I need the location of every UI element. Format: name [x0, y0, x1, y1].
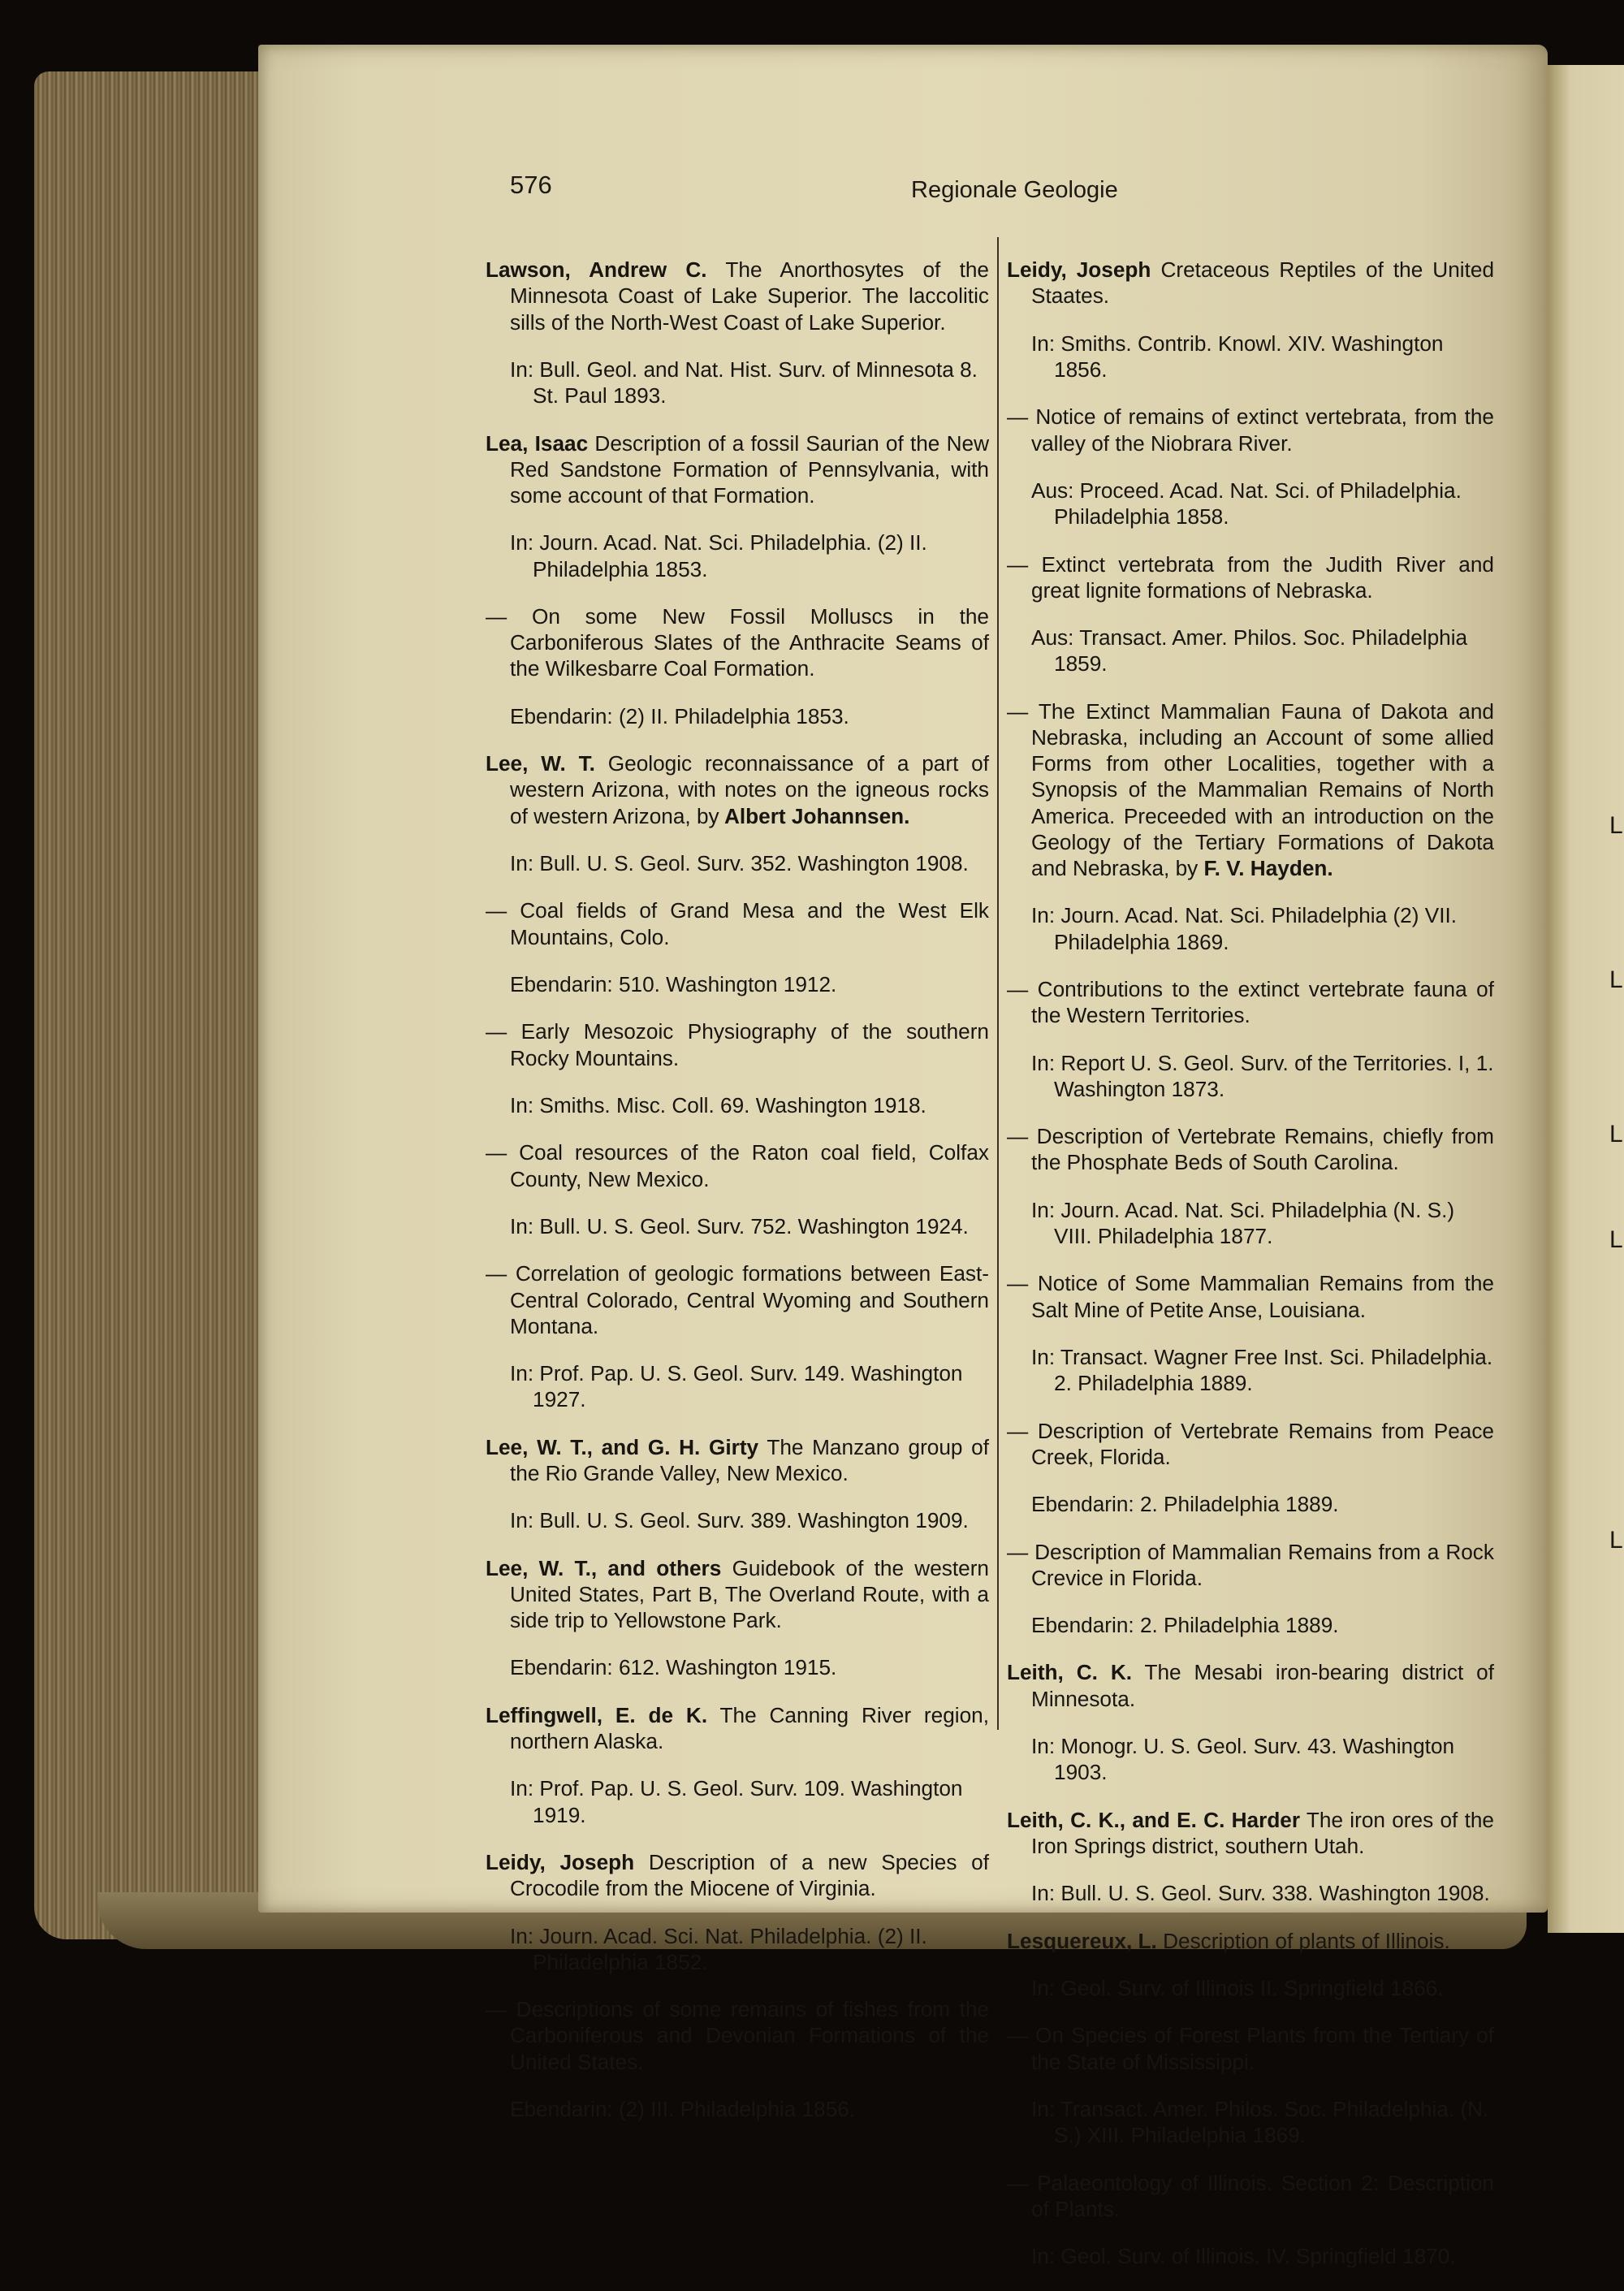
- entry-title: Guidebook of the western United States, Part B, The Overland Route, with a side trip to Yellowstone Park.: [510, 1555, 989, 1633]
- bibliography-entry: [486, 430, 989, 509]
- entry-author: Leith, C. K., and E. C. Harder: [1007, 1807, 1301, 1832]
- entry-source: In: Bull. U. S. Geol. Surv. 338. Washington 1908.: [1031, 1881, 1490, 1906]
- entry-author: Leidy, Joseph: [486, 1850, 635, 1875]
- entry-title: — Descriptions of some remains of fishes from the Carboniferous and Devonian Formations of the United States.: [486, 1997, 989, 2074]
- entry-title: — Description of Mammalian Remains from a Rock Crevice in Florida.: [1007, 1539, 1494, 1590]
- bibliography-entry: [1007, 257, 1494, 309]
- continuation-entry: [486, 603, 989, 682]
- left-column: [486, 236, 989, 2143]
- continuation-entry: [1007, 2170, 1494, 2222]
- entry-source: In: Journ. Acad. Nat. Sci. Philadelphia. (2) II. Philadelphia 1853.: [510, 530, 927, 581]
- entry-source: In: Bull. U. S. Geol. Surv. 352. Washington 1908.: [510, 850, 969, 875]
- right-column: [1007, 236, 1494, 2291]
- bibliography-entry: [486, 1849, 989, 1901]
- entry-source: Ebendarin: 510. Washington 1912.: [510, 971, 837, 996]
- bibliography-entry: [1007, 1807, 1494, 1859]
- entry-author: Lee, W. T., and G. H. Girty: [486, 1434, 759, 1459]
- entry-source: In: Journ. Acad. Nat. Sci. Philadelphia (N. S.) VIII. Philadelphia 1877.: [1031, 1197, 1455, 1248]
- entry-title: The Anorthosytes of the Minnesota Coast of Lake Superior. The laccolitic sills of the North-West Coast of Lake Superior.: [510, 257, 989, 335]
- entry-title: — Description of Vertebrate Remains from Peace Creek, Florida.: [1007, 1418, 1494, 1469]
- entry-source: In: Monogr. U. S. Geol. Surv. 43. Washington 1903.: [1031, 1734, 1455, 1785]
- facing-page-strip: [1548, 65, 1624, 1933]
- bibliography-entry: [486, 1555, 989, 1634]
- facing-page-mark: L: [1609, 1527, 1623, 1554]
- facing-page-mark: L: [1609, 812, 1623, 839]
- entry-source: Ebendarin: 2. Philadelphia 1889.: [1031, 1492, 1339, 1517]
- entry-author: Leidy, Joseph: [1007, 257, 1151, 283]
- entry-source: In: Transact. Amer. Philos. Soc. Philadelphia. (N. S.) XIII. Philadelphia 1869.: [1031, 2097, 1489, 2148]
- entry-source: Aus: Transact. Amer. Philos. Soc. Philadelphia 1859.: [1031, 625, 1468, 676]
- continuation-entry: [1007, 551, 1494, 603]
- entry-title: — Notice of Some Mammalian Remains from the Salt Mine of Petite Anse, Louisiana.: [1007, 1271, 1494, 1322]
- entry-source: Ebendarin: 2. Philadelphia 1889.: [1031, 1613, 1339, 1638]
- continuation-entry: [1007, 1418, 1494, 1470]
- continuation-entry: [486, 1260, 989, 1339]
- entry-source: In: Prof. Pap. U. S. Geol. Surv. 149. Washington 1927.: [510, 1361, 963, 1412]
- continuation-entry: [1007, 698, 1494, 881]
- continuation-entry: [486, 1018, 989, 1070]
- entry-source: In: Transact. Wagner Free Inst. Sci. Philadelphia. 2. Philadelphia 1889.: [1031, 1344, 1493, 1396]
- entry-source: In: Journ. Acad. Sci. Nat. Philadelphia. (2) II. Philadelphia 1852.: [510, 1923, 927, 1974]
- continuation-entry: [486, 1139, 989, 1191]
- entry-source: In: Smiths. Misc. Coll. 69. Washington 1918.: [510, 1092, 926, 1117]
- entry-title: — Contributions to the extinct vertebrate fauna of the Western Territories.: [1007, 976, 1494, 1028]
- entry-source: In: Smiths. Contrib. Knowl. XIV. Washington 1856.: [1031, 331, 1444, 382]
- continuation-entry: [1007, 976, 1494, 1028]
- bibliography-entry: [486, 750, 989, 829]
- entry-title: The Manzano group of the Rio Grande Valley, New Mexico.: [510, 1434, 990, 1485]
- entry-source: Aus: Proceed. Acad. Nat. Sci. of Philadelphia. Philadelphia 1858.: [1031, 478, 1462, 530]
- entry-title: The Canning River region, northern Alaska.: [510, 1702, 989, 1754]
- entry-author: Lee, W. T., and others: [486, 1555, 722, 1580]
- bibliography-entry: [486, 1702, 989, 1754]
- continuation-entry: [486, 897, 989, 949]
- entry-title: — Notice of remains of extinct vertebrata, from the valley of the Niobrara River.: [1007, 404, 1494, 456]
- entry-source: In: Prof. Pap. U. S. Geol. Surv. 109. Washington 1919.: [510, 1776, 963, 1827]
- entry-source: Ebendarin: 612. Washington 1915.: [510, 1655, 837, 1680]
- entry-author: Lee, W. T.: [486, 751, 595, 776]
- entry-title: The iron ores of the Iron Springs district, southern Utah.: [1031, 1807, 1494, 1858]
- entry-title: — The Extinct Mammalian Fauna of Dakota and Nebraska, including an Account of some allied Forms from other Localities, together with a Synopsis of the Mammalian Remains of North America. Preceeded with an introduction on the Geology of the Tertiary Formations of Dakota and Nebraska, by: [1007, 698, 1494, 880]
- entry-title: — Coal fields of Grand Mesa and the West Elk Mountains, Colo.: [486, 898, 989, 949]
- entry-title: Description of a fossil Saurian of the New Red Sandstone Formation of Pennsylvania, with some account of that Formation.: [510, 430, 989, 508]
- entry-source: In: Report U. S. Geol. Surv. of the Territories. I, 1. Washington 1873.: [1031, 1050, 1494, 1101]
- entry-title: — On Species of Forest Plants from the Tertiary of the State of Mississippi.: [1007, 2023, 1494, 2074]
- entry-title: Cretaceous Reptiles of the United Staates.: [1031, 257, 1495, 309]
- entry-author: Leith, C. K.: [1007, 1660, 1133, 1685]
- entry-source: In: Bull. U. S. Geol. Surv. 389. Washington 1909.: [510, 1508, 969, 1533]
- entry-title: Description of plants of Illinois.: [1163, 1928, 1450, 1953]
- entry-title: Description of a new Species of Crocodile from the Miocene of Virginia.: [510, 1850, 989, 1901]
- entry-source: In: Bull. U. S. Geol. Surv. 752. Washington 1924.: [510, 1213, 969, 1238]
- entry-coauthor: Albert Johannsen.: [719, 803, 910, 828]
- continuation-entry: [1007, 2022, 1494, 2074]
- column-divider: [997, 237, 999, 1730]
- entry-title: — Correlation of geologic formations between East-Central Colorado, Central Wyoming and Southern Montana.: [486, 1261, 989, 1338]
- bibliography-entry: [1007, 1928, 1494, 1954]
- entry-title: — Extinct vertebrata from the Judith River and great lignite formations of Nebraska.: [1007, 551, 1494, 603]
- entry-title: Geologic reconnaissance of a part of western Arizona, with notes on the igneous rocks of western Arizona, by: [510, 751, 989, 828]
- entry-author: Lesquereux, L.: [1007, 1928, 1157, 1953]
- bibliography-entry: [1007, 1659, 1494, 1711]
- book-page-edges: [34, 71, 270, 1939]
- entry-author: Leffingwell, E. de K.: [486, 1702, 708, 1727]
- facing-page-mark: L: [1609, 1226, 1623, 1253]
- continuation-entry: [1007, 1270, 1494, 1322]
- bibliography-entry: [486, 257, 989, 335]
- entry-title: — Early Mesozoic Physiography of the southern Rocky Mountains.: [486, 1019, 989, 1070]
- bibliography-entry: [486, 1434, 989, 1486]
- entry-source: Ebendarin: (2) III. Philadelphia 1856.: [510, 2097, 856, 2122]
- facing-page-mark: L: [1609, 966, 1623, 993]
- page-number: 576: [510, 171, 552, 199]
- running-head: Regionale Geologie: [911, 177, 1118, 203]
- continuation-entry: [1007, 1123, 1494, 1175]
- continuation-entry: [1007, 404, 1494, 456]
- entry-source: In: Journ. Acad. Nat. Sci. Philadelphia (2) VII. Philadelphia 1869.: [1031, 903, 1458, 954]
- entry-title: — Description of Vertebrate Remains, chiefly from the Phosphate Beds of South Carolina.: [1007, 1124, 1494, 1175]
- entry-title: The Mesabi iron-bearing district of Minnesota.: [1031, 1660, 1494, 1711]
- entry-source: In: Geol. Surv. of Illinois II. Springfield 1866.: [1031, 1976, 1444, 2001]
- entry-title: — On some New Fossil Molluscs in the Carboniferous Slates of the Anthracite Seams of the Wilkesbarre Coal Formation.: [486, 603, 989, 681]
- facing-page-mark: L: [1609, 1121, 1623, 1148]
- entry-source: In: Bull. Geol. and Nat. Hist. Surv. of Minnesota 8. St. Paul 1893.: [510, 357, 978, 408]
- entry-title: — Palaeontology of Illinois. Section 2: Description of Plants.: [1007, 2170, 1494, 2221]
- entry-source: Ebendarin: (2) II. Philadelphia 1853.: [510, 703, 849, 728]
- entry-title: — Coal resources of the Raton coal field, Colfax County, New Mexico.: [486, 1140, 989, 1191]
- entry-author: Lea, Isaac: [486, 430, 589, 456]
- entry-author: Lawson, Andrew C.: [486, 257, 707, 283]
- continuation-entry: [1007, 1539, 1494, 1591]
- continuation-entry: [486, 1996, 989, 2075]
- entry-coauthor: F. V. Hayden.: [1198, 855, 1333, 880]
- entry-source: In: Geol. Surv. of Illinois. IV. Springfield 1870.: [1031, 2244, 1456, 2269]
